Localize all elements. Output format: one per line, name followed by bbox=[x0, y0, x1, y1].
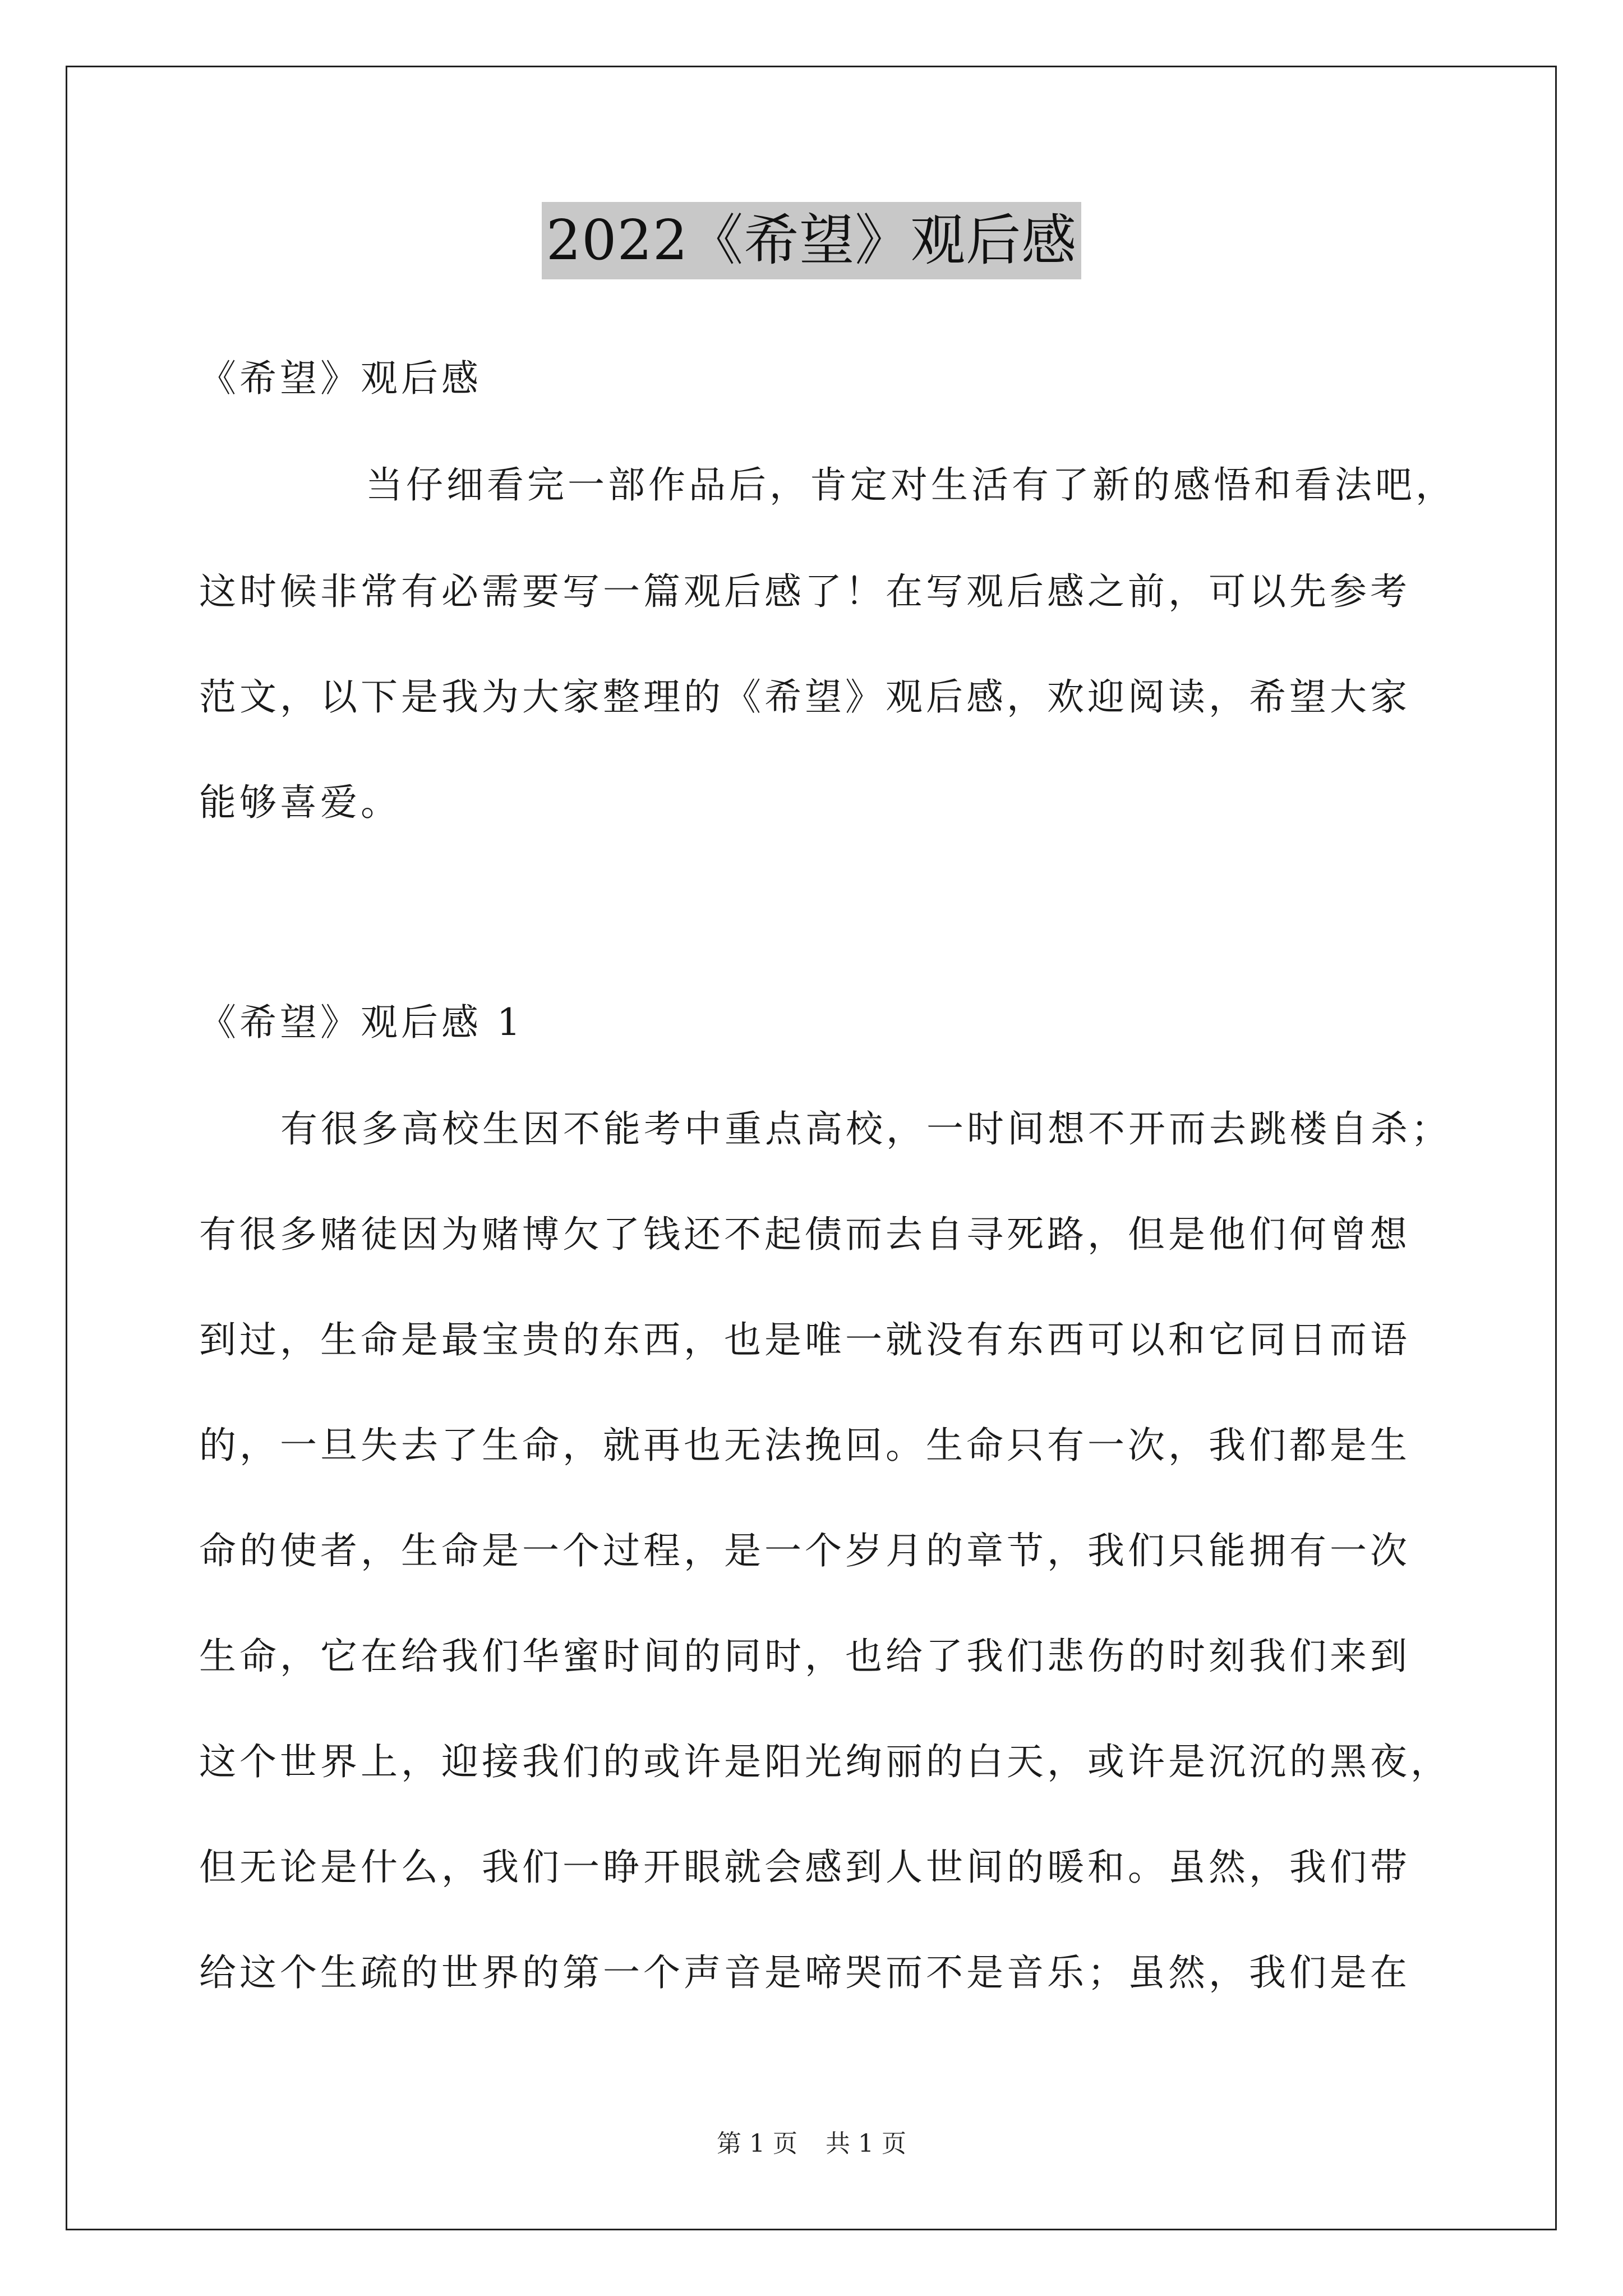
body-line: 生命，它在给我们华蜜时间的同时，也给了我们悲伤的时刻我们来到 bbox=[199, 1635, 1410, 1678]
title-container bbox=[0, 202, 1623, 279]
page-number: 第 1 页 bbox=[717, 2129, 797, 2158]
body-line: 有很多赌徒因为赌博欠了钱还不起债而去自寻死路，但是他们何曾想 bbox=[199, 1213, 1410, 1256]
subtitle: 《希望》观后感 bbox=[199, 357, 482, 400]
intro-line: 当仔细看完一部作品后，肯定对生活有了新的感悟和看法吧， bbox=[366, 463, 1456, 507]
body-line: 到过，生命是最宝贵的东西，也是唯一就没有东西可以和它同日而语 bbox=[199, 1318, 1410, 1361]
section-heading: 《希望》观后感 1 bbox=[199, 1001, 524, 1044]
body-line: 这个世界上，迎接我们的或许是阳光绚丽的白天，或许是沉沉的黑夜， bbox=[199, 1740, 1451, 1783]
document-title: 2022《希望》观后感 bbox=[542, 202, 1081, 279]
intro-line: 这时候非常有必需要写一篇观后感了！在写观后感之前，可以先参考 bbox=[199, 570, 1410, 613]
intro-line: 范文，以下是我为大家整理的《希望》观后感，欢迎阅读，希望大家 bbox=[199, 675, 1410, 719]
body-line: 命的使者，生命是一个过程，是一个岁月的章节，我们只能拥有一次 bbox=[199, 1529, 1410, 1572]
body-line: 但无论是什么，我们一睁开眼就会感到人世间的暖和。虽然，我们带 bbox=[199, 1846, 1410, 1889]
body-line: 的，一旦失去了生命，就再也无法挽回。生命只有一次，我们都是生 bbox=[199, 1424, 1410, 1467]
page-footer bbox=[0, 2127, 1623, 2161]
intro-line: 能够喜爱。 bbox=[199, 781, 401, 824]
body-line: 有很多高校生因不能考中重点高校，一时间想不开而去跳楼自杀； bbox=[280, 1107, 1451, 1151]
page-count: 共 1 页 bbox=[826, 2129, 906, 2158]
body-line: 给这个生疏的世界的第一个声音是啼哭而不是音乐；虽然，我们是在 bbox=[199, 1951, 1410, 1994]
